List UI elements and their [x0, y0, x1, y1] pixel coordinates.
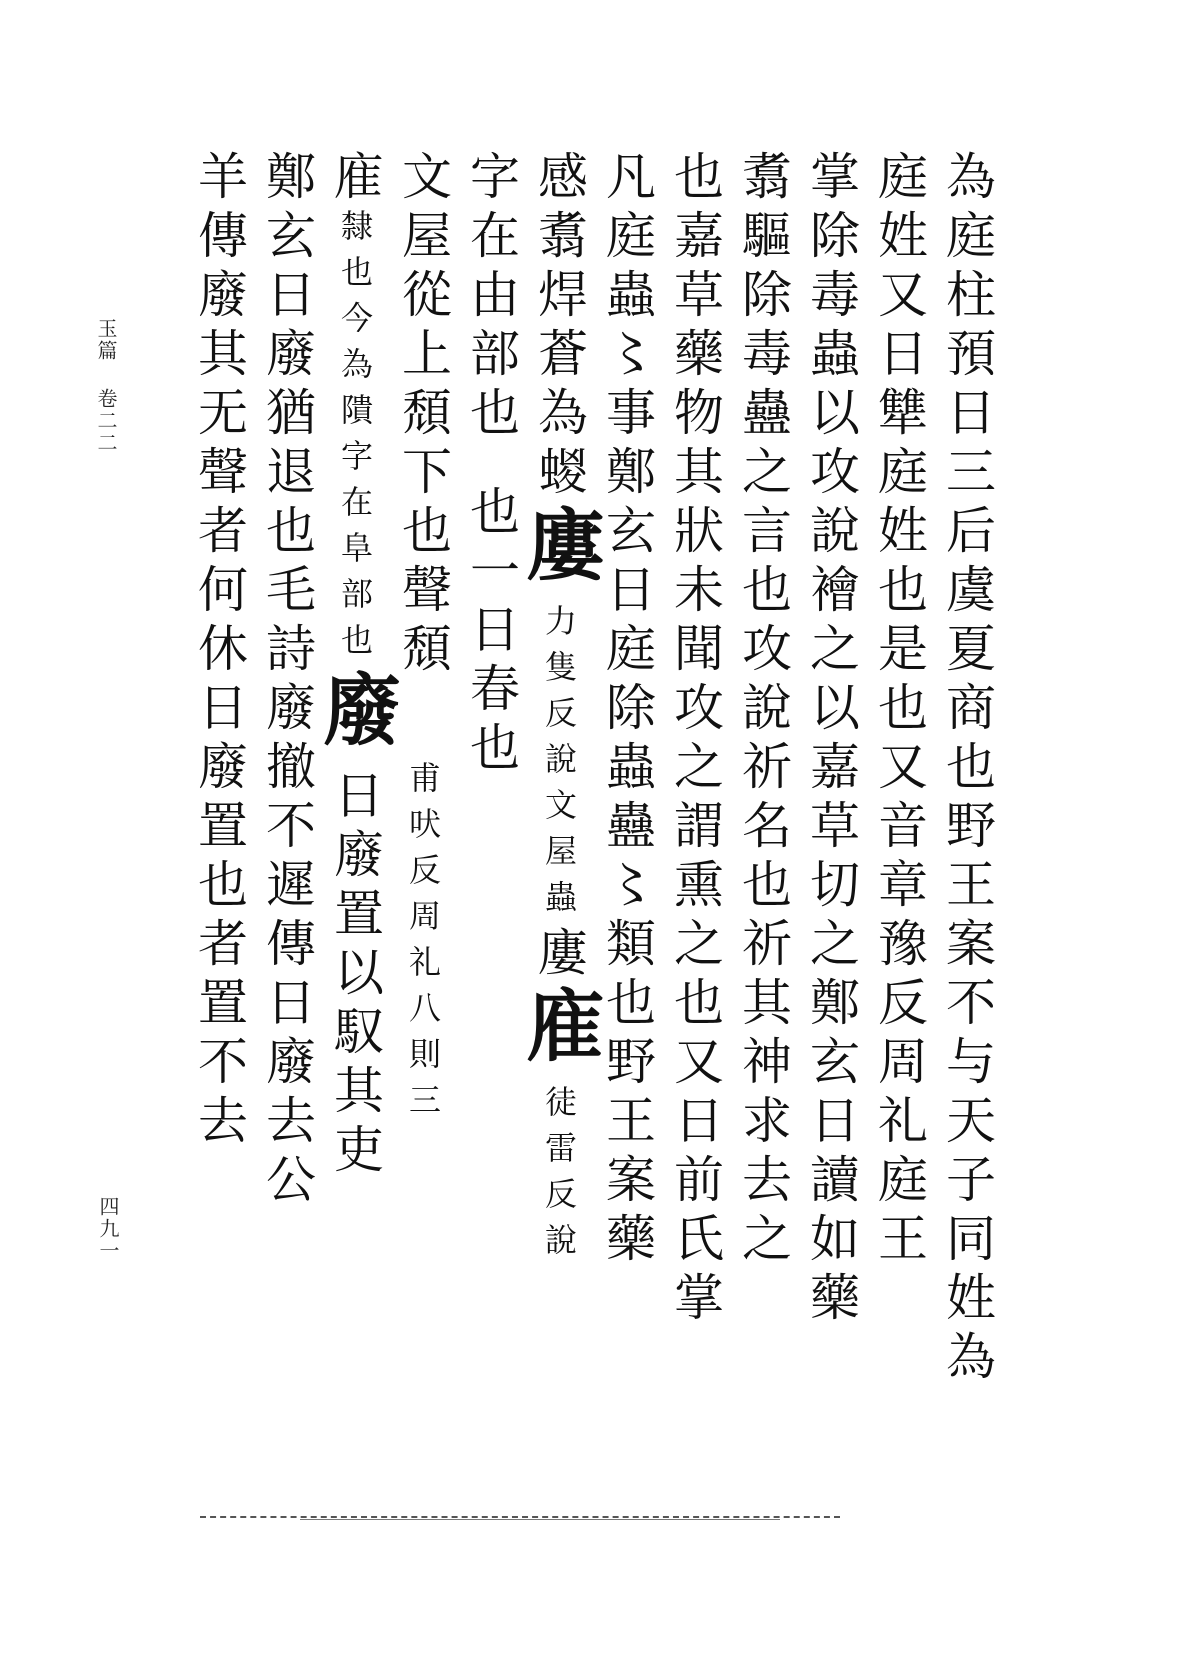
- body-text: 掌除毒蟲以攻說襘之以嘉草切之鄭玄日讀如藥: [802, 150, 860, 1330]
- body-text: 也一日春也: [462, 485, 520, 780]
- text-column: [310, 150, 401, 1480]
- body-text: 文屋從上頹下也聲頹: [394, 150, 452, 681]
- text-column: [186, 150, 252, 1480]
- text-block: [150, 150, 1000, 1480]
- margin-header: [92, 318, 121, 454]
- headword: 廢: [310, 669, 401, 769]
- body-text: 字在由部也: [462, 150, 520, 445]
- bottom-rule-inner: [300, 1519, 780, 1520]
- annotation-text: 甫吠反周礼八則三: [404, 761, 442, 1129]
- body-text: 翥驅除毒蠱之言也攻說祈名也祈其神求去之: [734, 150, 792, 1271]
- bottom-rule: [200, 1516, 840, 1518]
- body-text: 㢈: [326, 150, 384, 209]
- text-column: [458, 150, 524, 1480]
- body-text: 為庭柱預日三后虞夏商也野王案不与天子同姓為: [938, 150, 996, 1389]
- headword: 㢈: [514, 985, 605, 1085]
- body-text: 也嘉草藥物其狀未聞攻之謂熏之也又日前氏掌: [666, 150, 724, 1330]
- text-column: [390, 150, 456, 1480]
- text-column: [798, 150, 864, 1480]
- body-text: 鄭玄日廢猶退也毛詩廢撤不遲傳日廢去公: [258, 150, 316, 1212]
- body-text: 凡庭蟲〻事鄭玄日庭除蟲蠱〻類也野王案藥: [598, 150, 656, 1271]
- body-text: 羊傳廢其无聲者何休日廢置也者置不去: [190, 150, 248, 1153]
- text-column: [934, 150, 1000, 1480]
- volume-label: 卷二二: [94, 388, 118, 454]
- body-text: 廔: [530, 926, 588, 985]
- annotation-text: 徒雷反說: [540, 1085, 578, 1269]
- body-text: 庭姓又日犨庭姓也是也又音章豫反周礼庭王: [870, 150, 928, 1271]
- text-column: [866, 150, 932, 1480]
- text-column: [662, 150, 728, 1480]
- annotation-text: 隸也今為隤字在阜部也: [336, 209, 374, 669]
- text-column: [594, 150, 660, 1480]
- page-number: 四九一: [96, 1196, 120, 1262]
- text-column: [254, 150, 320, 1480]
- body-text: 日廢置以馭其吏: [326, 769, 384, 1182]
- book-title: 玉篇: [94, 318, 118, 362]
- text-column: [730, 150, 796, 1480]
- annotation-text: 力隻反說文屋蟲: [540, 604, 578, 926]
- headword: 廔: [514, 504, 605, 604]
- body-text: 感翥焊蒼為蝬: [530, 150, 588, 504]
- text-column: [514, 150, 605, 1480]
